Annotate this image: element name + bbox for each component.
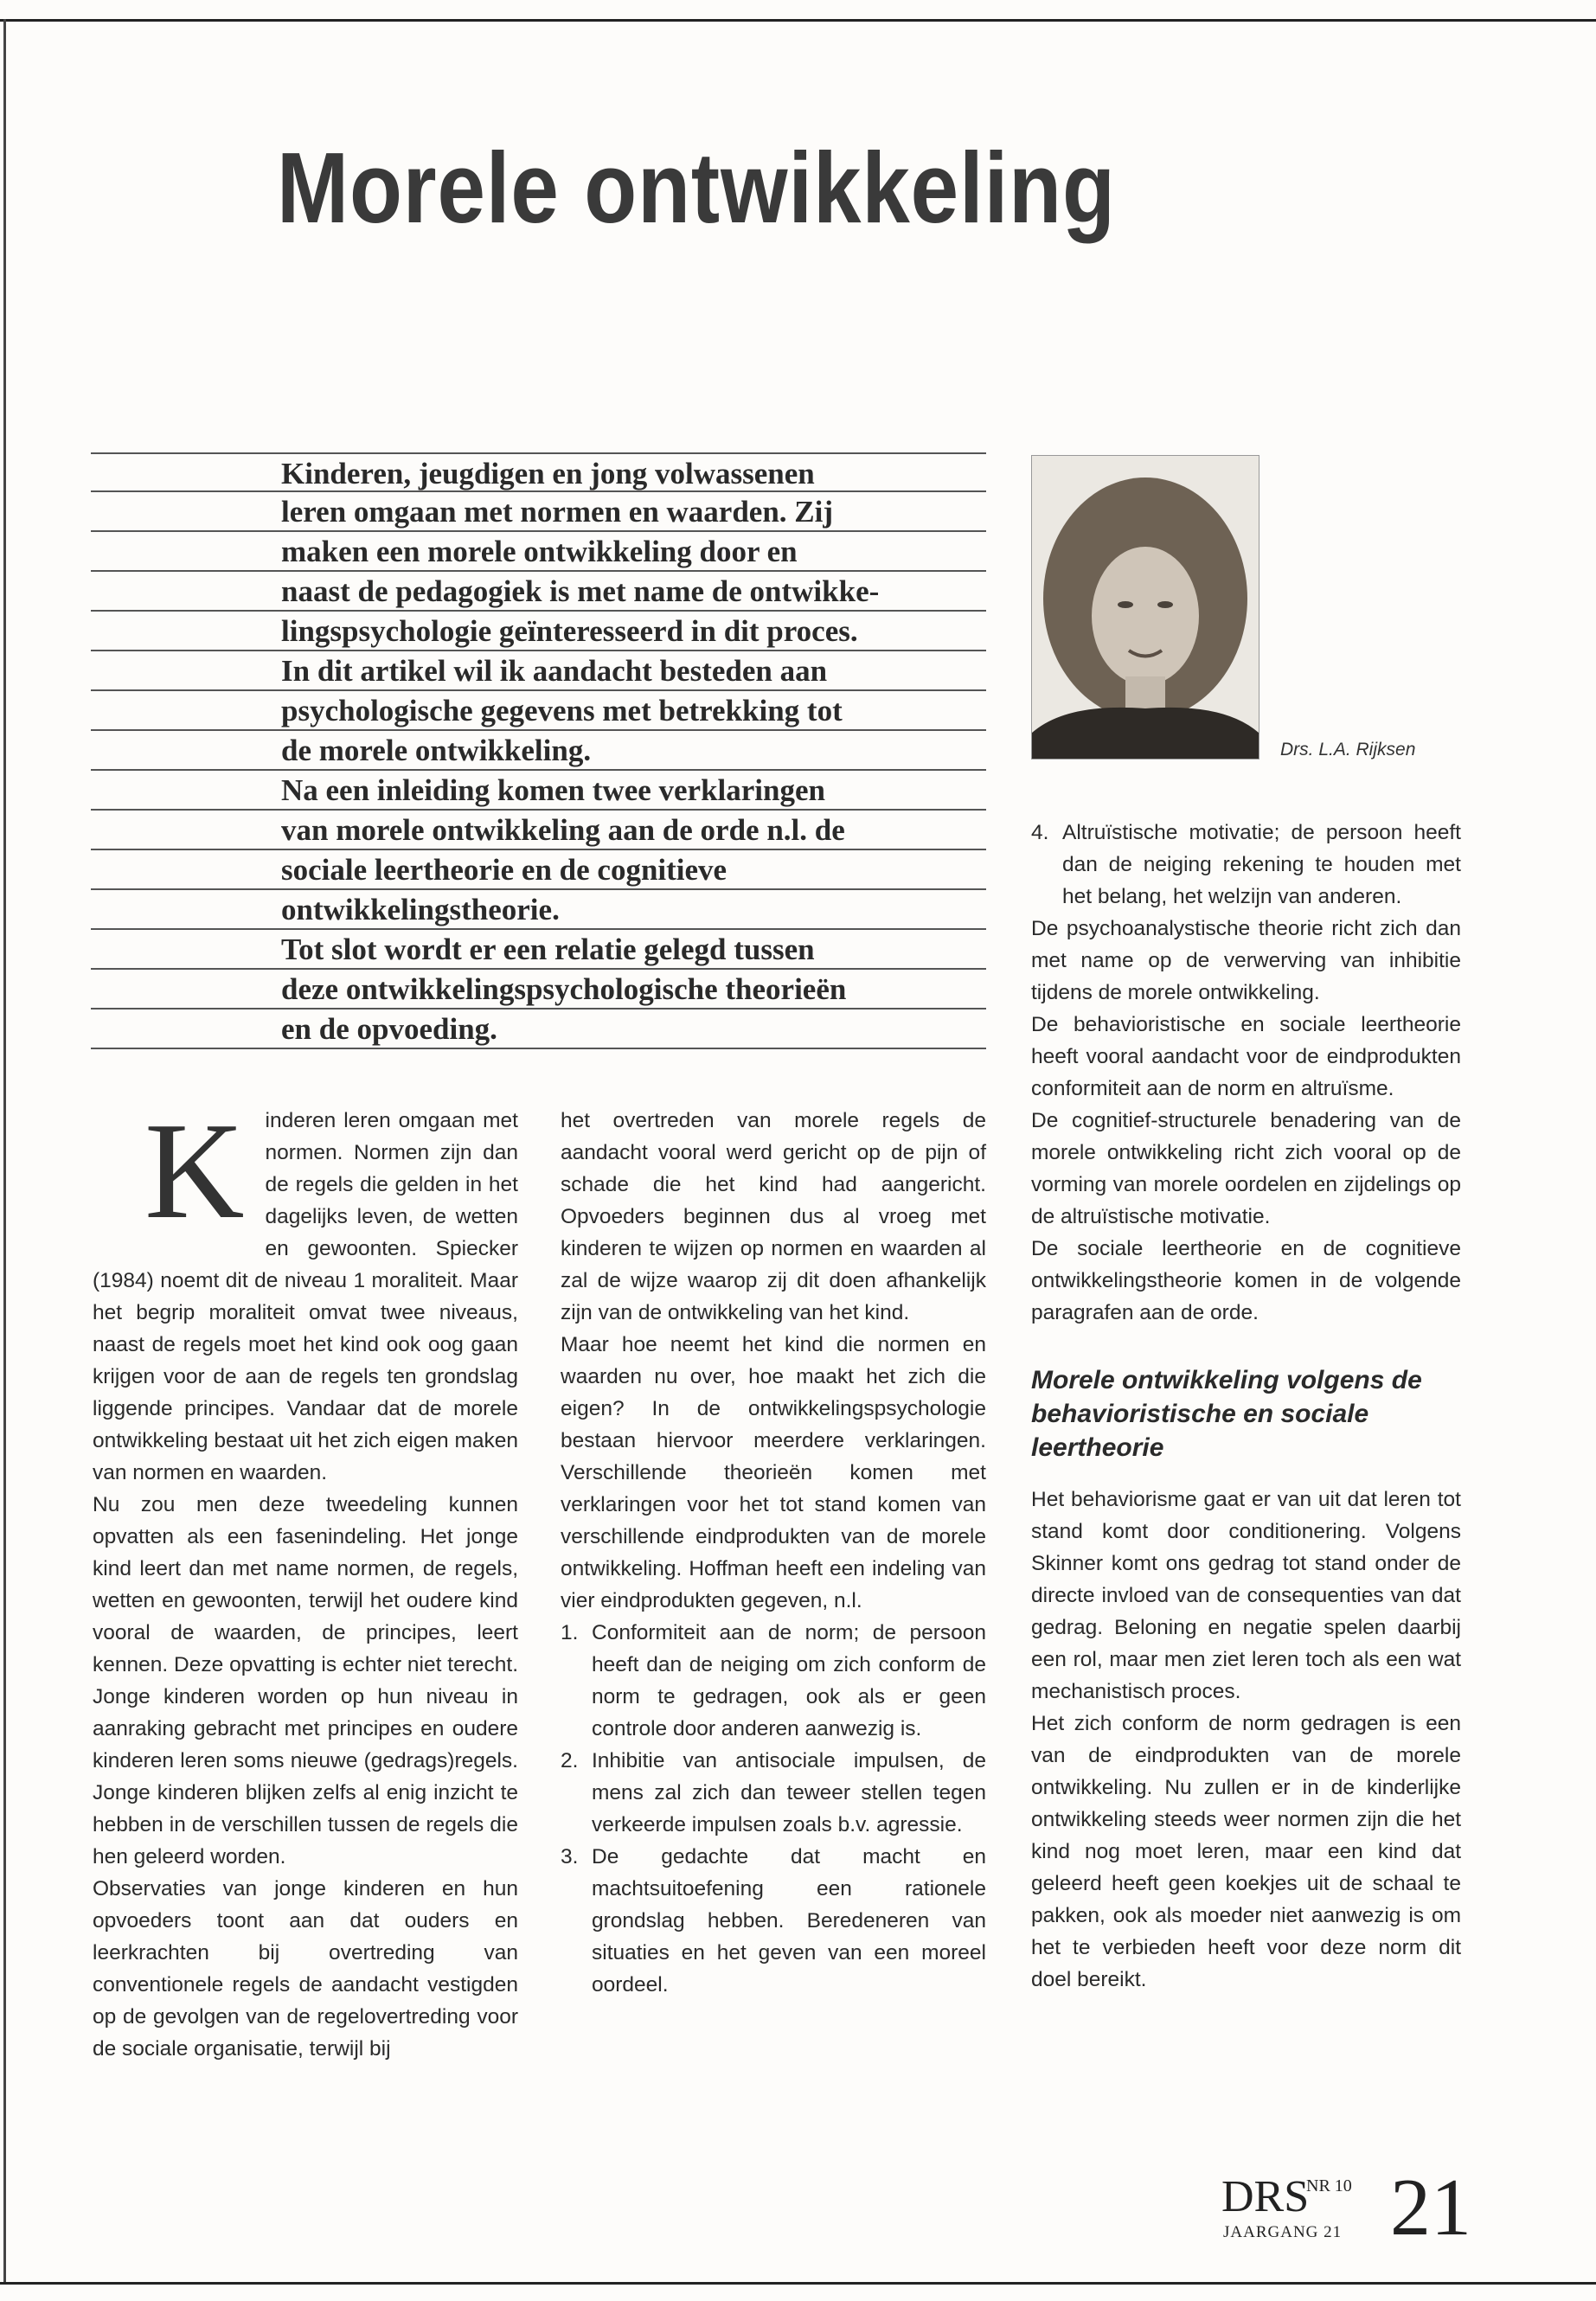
page-border-left [3, 19, 6, 2285]
paragraph: inderen leren omgaan met normen. Normen zijn dan de regels die gelden in het dagelijks leven, de wetten en gewoonten. Spiecker (1984) noemt dit de niveau 1 moraliteit. Maar het begrip moraliteit omvat twee niveaus, naast de regels moet het kind ook oog gaan krijgen voor de aan de regels ten grondslag liggende principes. Vandaar dat de morele ontwikkeling bestaat uit het zich eigen maken van normen en waarden. [93, 1109, 518, 1484]
lead-line: Na een inleiding komen twee verklaringen [91, 771, 986, 811]
list-text: Inhibitie van antisociale impulsen, de mens zal zich dan teweer stellen tegen verkeerde impulsen zoals b.v. agressie. [592, 1749, 986, 1836]
list-text: De gedachte dat macht en machtsuitoefening een rationele grondslag hebben. Beredeneren van situaties en het geven van een moreel oordeel. [592, 1845, 986, 1997]
volume-label: JAARGANG 21 [1223, 2223, 1343, 2241]
magazine-logo: DRS [1221, 2172, 1310, 2221]
lead-line: naast de pedagogiek is met name de ontwikke- [91, 572, 986, 612]
lead-line: lingspsychologie geïnteresseerd in dit proces. [91, 612, 986, 651]
list-item [561, 1841, 986, 2001]
list-item [1031, 817, 1461, 913]
list-number: 4. [1031, 821, 1049, 844]
list-number: 1. [561, 1621, 579, 1644]
page-number: 21 [1390, 2163, 1471, 2253]
paragraph: Nu zou men deze tweedeling kunnen opvatten als een fasenindeling. Het jonge kind leert dan met name normen, de regels, wetten en gewoonten, terwijl het oudere kind vooral de waarden, de principes, leert kennen. Deze opvatting is echter niet terecht. Jonge kinderen worden op hun niveau in aanraking gebracht met principes en oudere kinderen leren soms nieuwe (gedrags)regels. Jonge kinderen blijken zelfs al enig inzicht te hebben in de verschillen tussen de regels die hen geleerd worden. [93, 1493, 518, 1868]
body-column-2 [561, 1105, 986, 2001]
paragraph: Het behaviorisme gaat er van uit dat leren tot stand komt door conditionering. Volgens Skinner komt ons gedrag tot stand onder de directe invloed van de consequenties van dat gedrag. Beloning en negatie spelen daarbij een rol, maar men ziet leren toch als een wat mechanistisch proces. [1031, 1488, 1461, 1703]
lead-line: Tot slot wordt er een relatie gelegd tussen [91, 930, 986, 970]
paragraph: Observaties van jonge kinderen en hun opvoeders toont aan dat ouders en leerkrachten bij overtreding van conventionele regels de aandacht vestigden op de gevolgen van de regelovertreding voor de sociale organisatie, terwijl bij [93, 1877, 518, 2061]
list-number: 2. [561, 1749, 579, 1772]
lead-line: de morele ontwikkeling. [91, 731, 986, 771]
lead-line: sociale leertheorie en de cognitieve [91, 850, 986, 890]
lead-line: In dit artikel wil ik aandacht besteden aan [91, 651, 986, 691]
lead-line: maken een morele ontwikkeling door en [91, 532, 986, 572]
issue-number: NR 10 [1306, 2176, 1352, 2195]
article-title: Morele ontwikkeling [277, 131, 1116, 244]
body-column-3 [1031, 817, 1461, 1996]
section-heading: Morele ontwikkeling volgens de behavioristische en sociale leertheorie [1031, 1366, 1422, 1462]
author-caption: Drs. L.A. Rijksen [1280, 740, 1416, 760]
paragraph: De cognitief-structurele benadering van de morele ontwikkeling richt zich vooral op de vorming van morele oordelen en zijdelings op de altruïstische motivatie. [1031, 1109, 1461, 1228]
list-text: Altruïstische motivatie; de persoon heeft dan de neiging rekening te houden met het belang, het welzijn van anderen. [1062, 821, 1461, 908]
page-footer [1221, 2163, 1471, 2259]
author-photo [1031, 455, 1259, 760]
lead-line: deze ontwikkelingspsychologische theorieën [91, 970, 986, 1009]
numbered-list [1031, 817, 1461, 913]
lead-line: psychologische gegevens met betrekking tot [91, 691, 986, 731]
paragraph: De psychoanalystische theorie richt zich dan met name op de verwerving van inhibitie tijdens de morele ontwikkeling. [1031, 917, 1461, 1004]
lead-line: van morele ontwikkeling aan de orde n.l. de [91, 811, 986, 850]
paragraph: Het zich conform de norm gedragen is een van de eindprodukten van de morele ontwikkeling. Nu zullen er in de kinderlijke ontwikkeling steeds weer normen zijn die het kind nog moet leren, maar een kind dat geleerd heeft geen koekjes uit de schaal te pakken, ook als moeder niet aanwezig is om het te verbieden heeft voor deze norm dit doel bereikt. [1031, 1712, 1461, 1991]
list-text: Conformiteit aan de norm; de persoon heeft dan de neiging om zich conform de norm te gedragen, ook als er geen controle door anderen aanwezig is. [592, 1621, 986, 1740]
page-border-bottom [0, 2282, 1596, 2285]
paragraph: het overtreden van morele regels de aandacht vooral werd gericht op de pijn of schade die het kind had aangericht. Opvoeders beginnen dus al vroeg met kinderen te wijzen op normen en waarden al zal de wijze waarop zij dit doen afhankelijk zijn van de ontwikkeling van het kind. [561, 1109, 986, 1324]
paragraph: De behavioristische en sociale leertheorie heeft vooral aandacht voor de eindprodukten conformiteit aan de norm en altruïsme. [1031, 1013, 1461, 1100]
paragraph: Maar hoe neemt het kind die normen en waarden nu over, hoe maakt het zich die eigen? In de ontwikkelingspsychologie bestaan hiervoor meerdere verklaringen. Verschillende theorieën komen met verklaringen voor het tot stand komen van verschillende eindprodukten van de morele ontwikkeling. Hoffman heeft een indeling van vier eindprodukten gegeven, n.l. [561, 1333, 986, 1612]
numbered-list [561, 1617, 986, 2001]
list-item [561, 1617, 986, 1745]
lead-line: Kinderen, jeugdigen en jong volwassenen [91, 452, 986, 492]
lead-block [91, 452, 986, 1049]
lead-line: leren omgaan met normen en waarden. Zij [91, 492, 986, 532]
paragraph: De sociale leertheorie en de cognitieve ontwikkelingstheorie komen in de volgende paragrafen aan de orde. [1031, 1237, 1461, 1324]
list-number: 3. [561, 1845, 579, 1868]
lead-line: ontwikkelingstheorie. [91, 890, 986, 930]
list-item [561, 1745, 986, 1841]
drop-cap: K [144, 1093, 245, 1247]
lead-line: en de opvoeding. [91, 1009, 986, 1049]
page-border-top [0, 19, 1596, 22]
body-column-1 [93, 1093, 518, 2065]
